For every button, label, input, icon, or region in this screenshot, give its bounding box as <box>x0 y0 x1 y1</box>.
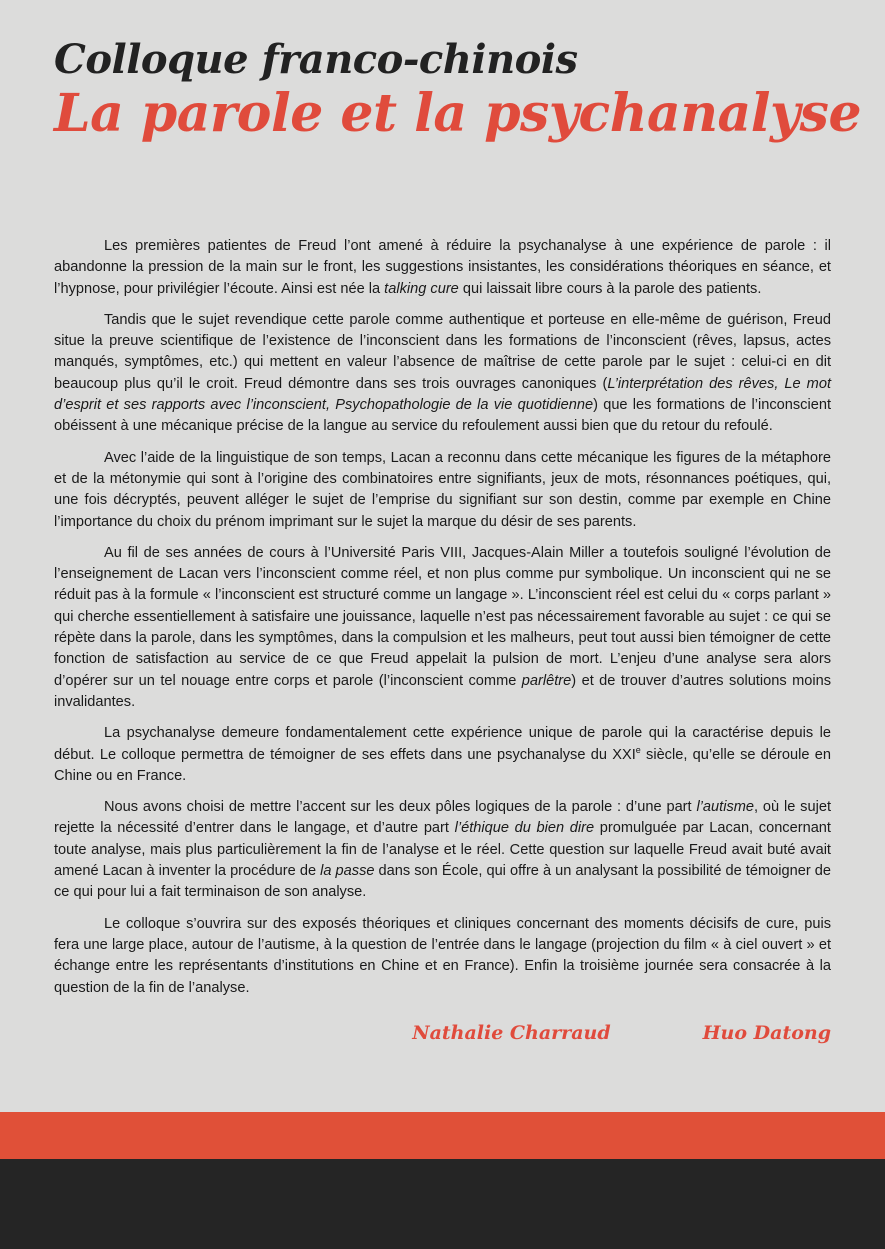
page-title: Colloque franco-chinois <box>54 36 578 83</box>
emphasis-passe: la passe <box>320 863 375 880</box>
paragraph-7: Le colloque s’ouvrira sur des exposés théoriques et cliniques concernant des moments décisifs de cure, puis fera une large place, autour de l’autisme, à la question de l’entrée dans le langage (projection du film « à ciel ouvert » et échange entre les représentants d’institutions en Chine et en France). Enfin la troisième journée sera consacrée à la question de la fin de l’analyse. <box>54 915 831 996</box>
paragraph-4: Au fil de ses années de cours à l’Université Paris VIII, Jacques-Alain Miller a toutefois souligné l’évolution de l’enseignement de Lacan vers l’inconscient comme réel, et non plus comme pur symbolique. Un inconscient qui ne se réduit pas à la formule « l’inconscient est structuré comme un langage ». L’inconscient réel est celui du « corps parlant » qui cherche essentiellement à satisfaire une jouissance, laquelle n’est pas nécessairement favorable au sujet : ce qui se répète dans la parole, dans les symptômes, dans la compulsion et les malheurs, peut tout aussi bien témoigner de cette fonction de satisfaction au service de ce que Freud appelait la pulsion de mort. L’enjeu d’une analyse sera alors d’opérer sur un tel nouage entre corps et parole (l’inconscient comme parlêtre) et de trouver d’autres solutions moins invalidantes. <box>54 544 831 710</box>
emphasis-parletre: parlêtre <box>521 672 572 689</box>
paragraph-5: La psychanalyse demeure fondamentalement cette expérience unique de parole qui la caractérise depuis le début. Le colloque permettra de témoigner de ses effets dans une psychanalyse du XXIe siècle, qu’elle se déroule en Chine ou en France. <box>54 725 831 784</box>
footer-dark-band <box>0 1159 885 1249</box>
emphasis-autisme: l’autisme <box>696 799 755 816</box>
paragraph-2: Tandis que le sujet revendique cette parole comme authentique et porteuse en elle-même de guérison, Freud situe la preuve scientifique de l’existence de l’inconscient dans les formations de l’inconscient (rêves, lapsus, actes manqués, symptômes, etc.) qui mettent en valeur l’absence de maîtrise de cette parole par le sujet : celui-ci en dit beaucoup plus qu’il le croit. Freud démontre dans ses trois ouvrages canoniques (L’interprétation des rêves, Le mot d’esprit et ses rapports avec l’inconscient, Psychopathologie de la vie quotidienne) que les formations de l’inconscient obéissent à une mécanique précise de la langue au service du refoulement aussi bien que du retour du refoulé. <box>54 311 831 435</box>
emphasis-freud-works: L’interprétation des rêves, Le mot d’esprit et ses rapports avec l’inconscient, Psychopathologie de la vie quotidienne <box>54 375 831 414</box>
emphasis-ethique: l’éthique du bien dire <box>454 820 595 837</box>
paragraph-3: Avec l’aide de la linguistique de son temps, Lacan a reconnu dans cette mécanique les figures de la métaphore et de la métonymie qui sont à l’origine des combinatoires entre signifiants, jeux de mots, résonnances poétiques, qui, une fois décryptés, peuvent alléger le sujet de l’emprise du signifiant sur son destin, comme par exemple en Chine l’importance du choix du prénom imprimant sur le sujet la marque du désir de ses parents. <box>54 449 831 530</box>
superscript-e: e <box>635 744 641 755</box>
signature-author-1: Nathalie Charraud <box>412 1022 611 1044</box>
page-subtitle: La parole et la psychanalyse <box>54 83 862 144</box>
paragraph-6: Nous avons choisi de mettre l’accent sur les deux pôles logiques de la parole : d’une part l’autisme, où le sujet rejette la nécessité d’entrer dans le langage, et d’autre part l’éthique du bien dire promulguée par Lacan, concernant toute analyse, mais plus particulièrement la fin de l’analyse et le réel. Cette question sur laquelle Freud avait buté avait amené Lacan à inventer la procédure de la passe dans son École, qui offre à un analysant la possibilité de témoigner de ce qui pour lui a fait terminaison de son analyse. <box>54 799 831 901</box>
signature-author-2: Huo Datong <box>702 1022 831 1044</box>
emphasis-talking-cure: talking cure <box>384 280 459 297</box>
body-text <box>54 236 831 1009</box>
signatures <box>54 1022 831 1044</box>
paragraph-1: Les premières patientes de Freud l’ont amené à réduire la psychanalyse à une expérience de parole : il abandonne la pression de la main sur le front, les suggestions insistantes, les considérations théoriques en séance, et l’hypnose, pour privilégier l’écoute. Ainsi est née la talking cure qui laissait libre cours à la parole des patients. <box>54 238 831 297</box>
footer-red-band <box>0 1112 885 1159</box>
